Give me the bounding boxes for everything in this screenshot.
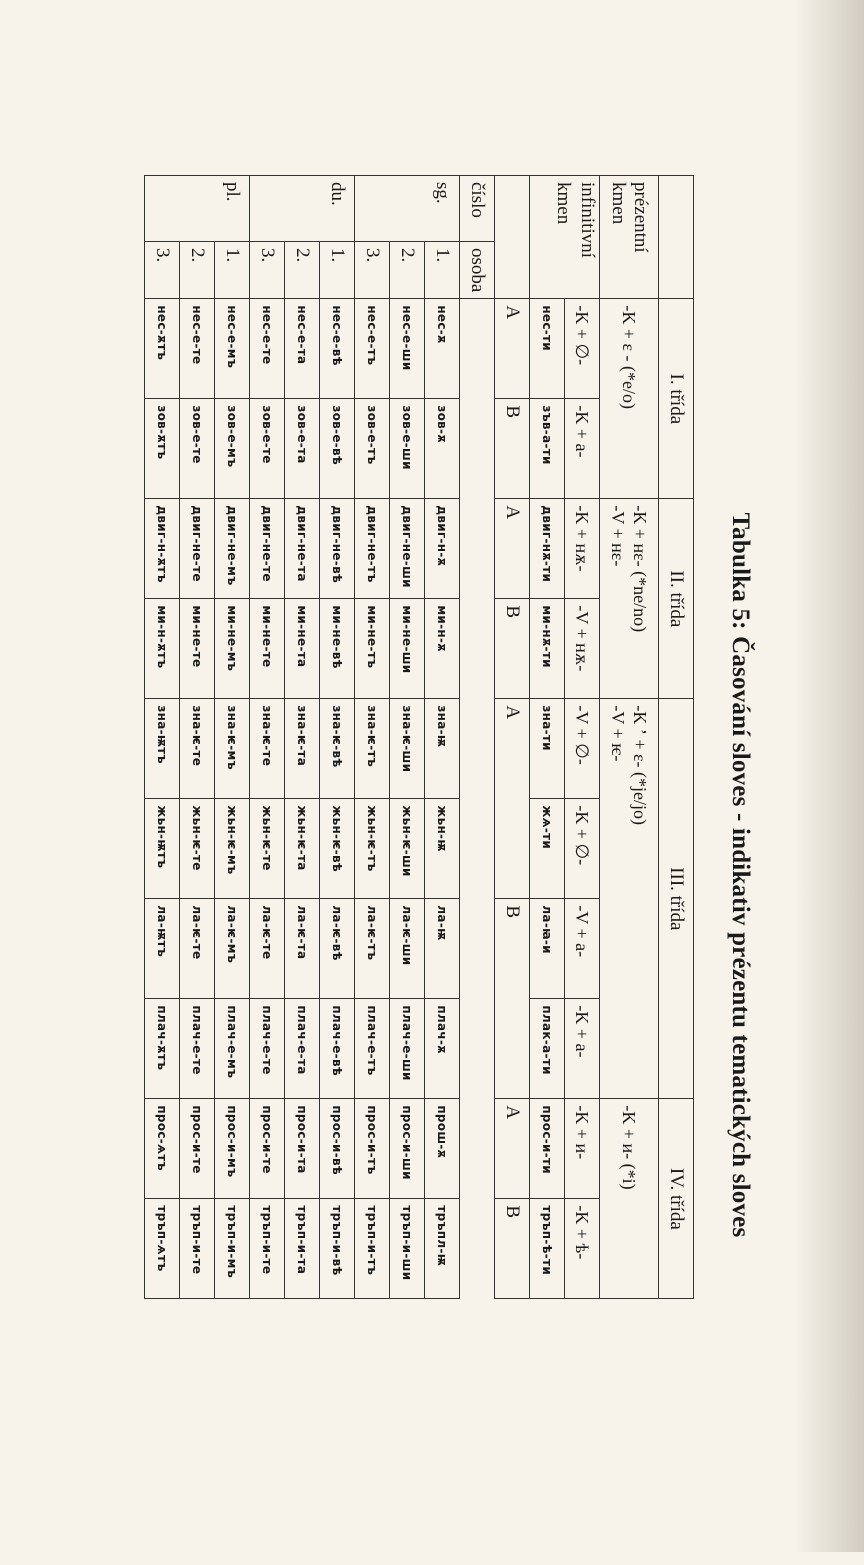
person-label: 3.	[145, 242, 180, 299]
person-label: 2.	[180, 242, 215, 299]
infinitive-example: ми-нѫ-ти	[530, 599, 565, 699]
verb-form: нес-ѫтъ	[145, 299, 180, 399]
group-label: B	[495, 899, 530, 1099]
verb-form: ла-ѭ	[425, 899, 460, 999]
infinitive-formula: -V + а-	[565, 899, 600, 999]
form-row	[250, 176, 285, 1299]
infinitive-example: зъв-а-ти	[530, 399, 565, 499]
verb-form: тръп-и-ши	[390, 1199, 425, 1299]
infinitive-formula: -K + и-	[565, 1099, 600, 1199]
verb-form: двиг-не-те	[180, 499, 215, 599]
infinitive-formula: -K + а-	[565, 999, 600, 1099]
person-label: 3.	[250, 242, 285, 299]
class-name: I. třída	[659, 299, 694, 499]
page-edge-shadow	[794, 0, 864, 1552]
conjugation-forms	[145, 176, 460, 1299]
verb-form: тръп-и-тъ	[355, 1199, 390, 1299]
verb-form: зов-е-те	[180, 399, 215, 499]
infinitive-formula: -K + ∅-	[565, 799, 600, 899]
rotated-page	[14, 165, 754, 1565]
person-label: 2.	[285, 242, 320, 299]
verb-form: зна-ѥ-ши	[390, 699, 425, 799]
verb-form: ла-ѥ-та	[285, 899, 320, 999]
number-header: číslo	[460, 176, 495, 242]
verb-form: двиг-не-вѣ	[320, 499, 355, 599]
verb-form: нес-е-те	[250, 299, 285, 399]
number-label: du.	[320, 176, 355, 242]
verb-form: жьн-ѭ	[425, 799, 460, 899]
verb-form: прос-ѧтъ	[145, 1099, 180, 1199]
verb-form: ми-не-та	[285, 599, 320, 699]
class-name: III. třída	[659, 699, 694, 1099]
person-label: 2.	[390, 242, 425, 299]
class-name: IV. třída	[659, 1099, 694, 1299]
verb-form: плач-е-тъ	[355, 999, 390, 1099]
form-row	[355, 176, 390, 1299]
verb-form: жьн-ѭтъ	[145, 799, 180, 899]
infinitive-formula: -V + ∅-	[565, 699, 600, 799]
verb-form: жьн-ѥ-мъ	[215, 799, 250, 899]
number-label	[355, 176, 390, 242]
verb-form: прос-и-та	[285, 1099, 320, 1199]
infinitive-formula: -K + нѫ-	[565, 499, 600, 599]
group-label: A	[495, 1099, 530, 1199]
verb-form: зов-е-мъ	[215, 399, 250, 499]
verb-form: тръп-и-те	[250, 1199, 285, 1299]
group-label: A	[495, 299, 530, 399]
group-label: B	[495, 599, 530, 699]
verb-form: ми-не-ши	[390, 599, 425, 699]
verb-form: зна-ѥ-мъ	[215, 699, 250, 799]
conjugation-table	[144, 175, 694, 1299]
verb-form: зов-е-вѣ	[320, 399, 355, 499]
verb-form: зна-ѥ-та	[285, 699, 320, 799]
verb-form: зов-ѫтъ	[145, 399, 180, 499]
verb-form: тръп-и-мъ	[215, 1199, 250, 1299]
infinitive-formula: -V + нѫ-	[565, 599, 600, 699]
verb-form: ми-не-те	[180, 599, 215, 699]
group-label: B	[495, 1199, 530, 1299]
verb-form: зна-ѥ-тъ	[355, 699, 390, 799]
form-row	[285, 176, 320, 1299]
verb-form: плач-е-те	[250, 999, 285, 1099]
infinitive-example-row	[530, 176, 565, 1299]
verb-form: ми-не-мъ	[215, 599, 250, 699]
verb-form: двиг-не-те	[250, 499, 285, 599]
verb-form: зов-е-та	[285, 399, 320, 499]
verb-form: плач-е-та	[285, 999, 320, 1099]
verb-form: зов-е-те	[250, 399, 285, 499]
verb-form: нес-е-тъ	[355, 299, 390, 399]
verb-form: прош-ѫ	[425, 1099, 460, 1199]
present-stem-formula: -K ʼ + ɛ- (*je/jo) -V + ѥ-	[600, 699, 659, 1099]
verb-form: зов-е-ши	[390, 399, 425, 499]
infinitive-example: жѧ-ти	[530, 799, 565, 899]
verb-form: тръп-и-та	[285, 1199, 320, 1299]
person-header: osoba	[460, 242, 495, 299]
verb-form: прос-и-те	[180, 1099, 215, 1199]
verb-form: нес-ѫ	[425, 299, 460, 399]
verb-form: ла-ѥ-тъ	[355, 899, 390, 999]
verb-form: жьн-ѥ-вѣ	[320, 799, 355, 899]
infinitive-formula-row	[565, 176, 600, 1299]
present-stem-formula: -K + ɛ - (*e/o)	[600, 299, 659, 499]
class-header-row	[659, 176, 694, 1299]
verb-form: нес-е-та	[285, 299, 320, 399]
verb-form: ми-не-те	[250, 599, 285, 699]
number-label	[145, 176, 180, 242]
verb-form: прос-и-те	[250, 1099, 285, 1199]
verb-form: двиг-не-ши	[390, 499, 425, 599]
verb-form: двиг-не-та	[285, 499, 320, 599]
present-stem-row	[600, 176, 659, 1299]
verb-form: двиг-н-ѫтъ	[145, 499, 180, 599]
infinitive-example: двиг-нѫ-ти	[530, 499, 565, 599]
verb-form: тръп-и-вѣ	[320, 1199, 355, 1299]
number-label: sg.	[425, 176, 460, 242]
verb-form: прос-и-вѣ	[320, 1099, 355, 1199]
form-row	[215, 176, 250, 1299]
verb-form: зов-е-тъ	[355, 399, 390, 499]
person-label: 1.	[215, 242, 250, 299]
number-label: pl.	[215, 176, 250, 242]
person-label: 3.	[355, 242, 390, 299]
verb-form: зов-ѫ	[425, 399, 460, 499]
verb-form: тръп-и-те	[180, 1199, 215, 1299]
class-name: II. třída	[659, 499, 694, 699]
infinitive-formula: -K + ∅-	[565, 299, 600, 399]
verb-form: жьн-ѥ-та	[285, 799, 320, 899]
verb-form: тръп-ѧтъ	[145, 1199, 180, 1299]
verb-form: плач-е-мъ	[215, 999, 250, 1099]
infinitive-example: тръп-ѣ-ти	[530, 1199, 565, 1299]
number-person-header-row	[460, 176, 495, 1299]
verb-form: двиг-не-тъ	[355, 499, 390, 599]
form-row	[320, 176, 355, 1299]
verb-form: плач-ѫ	[425, 999, 460, 1099]
group-label: A	[495, 499, 530, 599]
number-label	[390, 176, 425, 242]
verb-form: ла-ѥ-мъ	[215, 899, 250, 999]
present-stem-label: prézentní kmen	[600, 176, 659, 299]
verb-form: ла-ѥ-вѣ	[320, 899, 355, 999]
verb-form: зна-ѭтъ	[145, 699, 180, 799]
infinitive-example: плак-а-ти	[530, 999, 565, 1099]
verb-form: плач-е-ши	[390, 999, 425, 1099]
verb-form: прос-и-ши	[390, 1099, 425, 1199]
infinitive-formula: -K + ѣ-	[565, 1199, 600, 1299]
infinitive-stem-label: infinitivní kmen	[530, 176, 600, 299]
verb-form: тръпл-ѭ	[425, 1199, 460, 1299]
verb-form: жьн-ѥ-ши	[390, 799, 425, 899]
number-label	[250, 176, 285, 242]
verb-form: зна-ѭ	[425, 699, 460, 799]
form-row	[180, 176, 215, 1299]
verb-form: прос-и-мъ	[215, 1099, 250, 1199]
group-label: B	[495, 399, 530, 499]
infinitive-example: зна-ти	[530, 699, 565, 799]
infinitive-example: ла-ꙗ-и	[530, 899, 565, 999]
group-label: A	[495, 699, 530, 899]
person-label: 1.	[320, 242, 355, 299]
number-label	[285, 176, 320, 242]
verb-form: нес-е-ши	[390, 299, 425, 399]
verb-form: ла-ѥ-те	[250, 899, 285, 999]
table-title: Tabulka 5: Časování sloves - indikativ prézentu tematických sloves	[727, 512, 754, 1238]
verb-form: нес-е-мъ	[215, 299, 250, 399]
verb-form: зна-ѥ-те	[250, 699, 285, 799]
present-stem-formula: -K + и- (*i)	[600, 1099, 659, 1299]
verb-form: ми-не-тъ	[355, 599, 390, 699]
verb-form: зна-ѥ-вѣ	[320, 699, 355, 799]
number-label	[180, 176, 215, 242]
person-label: 1.	[425, 242, 460, 299]
verb-form: ми-не-вѣ	[320, 599, 355, 699]
infinitive-example: прос-и-ти	[530, 1099, 565, 1199]
form-row	[145, 176, 180, 1299]
verb-form: прос-и-тъ	[355, 1099, 390, 1199]
verb-form: ла-ѥ-ши	[390, 899, 425, 999]
verb-form: двиг-не-мъ	[215, 499, 250, 599]
verb-form: ми-н-ѫтъ	[145, 599, 180, 699]
verb-form: нес-е-те	[180, 299, 215, 399]
verb-form: ла-ѥ-те	[180, 899, 215, 999]
group-row	[495, 176, 530, 1299]
verb-form: двиг-н-ѫ	[425, 499, 460, 599]
verb-form: плач-е-те	[180, 999, 215, 1099]
verb-form: ми-н-ѫ	[425, 599, 460, 699]
verb-form: жьн-ѥ-те	[180, 799, 215, 899]
infinitive-example: нес-ти	[530, 299, 565, 399]
present-stem-formula: -K + нɛ- (*ne/no) -V + нɛ-	[600, 499, 659, 699]
verb-form: жьн-ѥ-тъ	[355, 799, 390, 899]
verb-form: зна-ѥ-те	[180, 699, 215, 799]
verb-form: плач-е-вѣ	[320, 999, 355, 1099]
verb-form: ла-ѭтъ	[145, 899, 180, 999]
form-row	[390, 176, 425, 1299]
verb-form: жьн-ѥ-те	[250, 799, 285, 899]
verb-form: нес-е-вѣ	[320, 299, 355, 399]
form-row	[425, 176, 460, 1299]
verb-form: плач-ѫтъ	[145, 999, 180, 1099]
infinitive-formula: -K + а-	[565, 399, 600, 499]
